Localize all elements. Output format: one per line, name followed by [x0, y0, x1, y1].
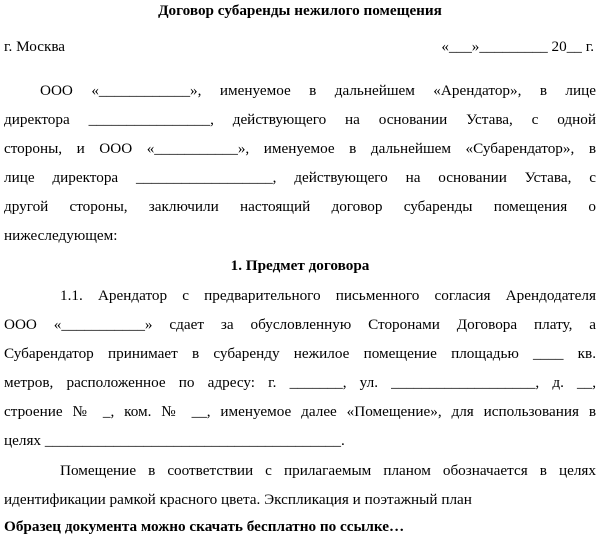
intro-line: ООО «____________», именуемое в дальнейшем «Арендатор», в лице: [40, 82, 596, 99]
intro-line: другой стороны, заключили настоящий договор субаренды помещения о: [4, 198, 596, 215]
paragraph-line: идентификации рамкой красного цвета. Экспликация и поэтажный план: [4, 491, 472, 508]
intro-line: лице директора __________________, действующего на основании Устава, с: [4, 169, 596, 186]
intro-line: директора ________________, действующего на основании Устава, с одной: [4, 111, 596, 128]
clause-line: метров, расположенное по адресу: г. _______, ул. ___________________, д. __,: [4, 374, 596, 391]
clause-line: 1.1. Арендатор с предварительного письменного согласия Арендодателя: [60, 287, 596, 304]
intro-line: стороны, и ООО «___________», именуемое в дальнейшем «Субарендатор», в: [4, 140, 596, 157]
download-link[interactable]: Образец документа можно скачать бесплатно по ссылке…: [4, 518, 405, 535]
document-title: Договор субаренды нежилого помещения: [158, 2, 442, 19]
clause-line: строение № _, ком. № __, именуемое далее «Помещение», для использования в: [4, 403, 596, 420]
section-1-title: 1. Предмет договора: [230, 257, 370, 274]
city-text: г. Москва: [4, 38, 66, 55]
date-text: «___»_________ 20__ г.: [441, 38, 594, 55]
place-date-row: [4, 36, 594, 58]
intro-line: нижеследующем:: [4, 227, 118, 244]
clause-line: ООО «___________» сдает за обусловленную Сторонами Договора плату, а: [4, 316, 596, 333]
clause-line: целях _______________________________________.: [4, 432, 345, 449]
paragraph-line: Помещение в соответствии с прилагаемым планом обозначается в целях: [60, 462, 596, 479]
clause-line: Субарендатор принимает в субаренду нежилое помещение площадью ____ кв.: [4, 345, 596, 362]
